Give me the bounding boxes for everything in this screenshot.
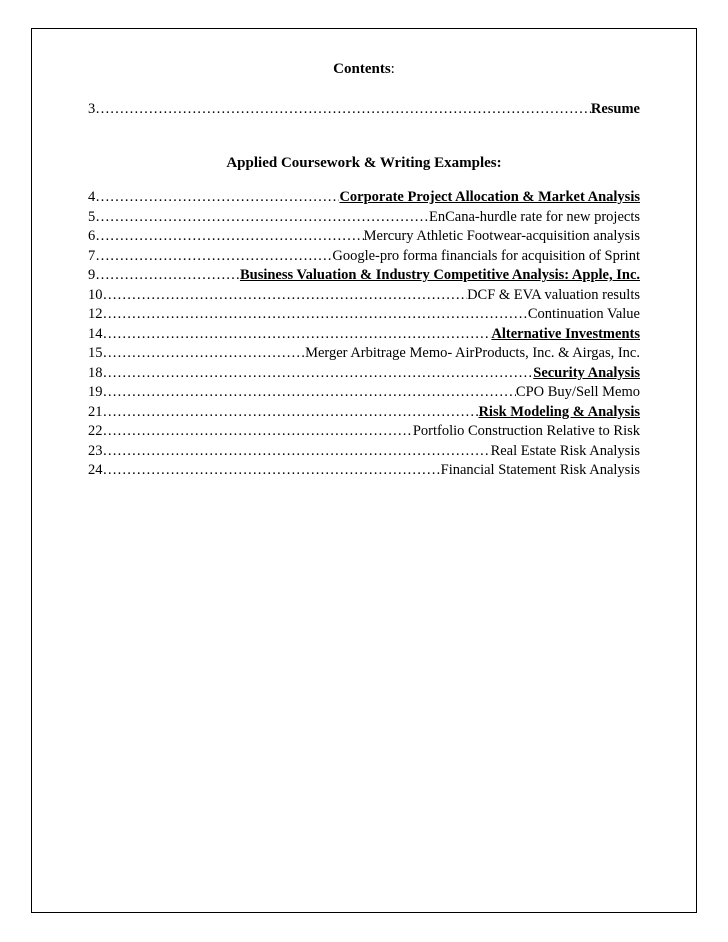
toc-title: Risk Modeling & Analysis xyxy=(478,404,640,420)
toc-page-number: 9 xyxy=(88,267,96,283)
toc-leader-dots xyxy=(103,403,479,422)
toc-page-number: 3 xyxy=(88,101,96,117)
toc-entry[interactable] xyxy=(88,208,640,227)
toc-entry[interactable] xyxy=(88,364,640,383)
toc-title: Corporate Project Allocation & Market Analysis xyxy=(339,189,640,205)
contents-heading xyxy=(0,61,728,78)
toc-title: Financial Statement Risk Analysis xyxy=(440,462,640,478)
toc-title: Real Estate Risk Analysis xyxy=(490,443,640,459)
toc-entry-resume[interactable] xyxy=(88,100,640,119)
toc-entry[interactable] xyxy=(88,286,640,305)
toc-title: Alternative Investments xyxy=(491,326,640,342)
toc-entry[interactable] xyxy=(88,266,640,285)
toc-entry[interactable] xyxy=(88,403,640,422)
toc-page-number: 12 xyxy=(88,306,103,322)
toc-leader-dots xyxy=(103,364,534,383)
toc-leader-dots xyxy=(95,247,332,266)
toc-leader-dots xyxy=(103,344,306,363)
toc-entry[interactable] xyxy=(88,344,640,363)
contents-label: Contents xyxy=(333,61,391,77)
toc-title: Resume xyxy=(590,101,640,117)
toc-page-number: 10 xyxy=(88,287,103,303)
toc-title: EnCana-hurdle rate for new projects xyxy=(429,209,640,225)
toc-entry[interactable] xyxy=(88,188,640,207)
toc-page-number: 18 xyxy=(88,365,103,381)
toc-title: Portfolio Construction Relative to Risk xyxy=(412,423,640,439)
toc-page-number: 15 xyxy=(88,345,103,361)
toc-title: Merger Arbitrage Memo- AirProducts, Inc. & Airgas, Inc. xyxy=(305,345,640,361)
toc-leader-dots xyxy=(103,383,516,402)
toc-title: CPO Buy/Sell Memo xyxy=(515,384,640,400)
toc-entry[interactable] xyxy=(88,422,640,441)
toc-title: Google-pro forma financials for acquisition of Sprint xyxy=(332,248,640,264)
toc-leader-dots xyxy=(95,227,363,246)
toc-page-number: 21 xyxy=(88,404,103,420)
toc-title: Continuation Value xyxy=(527,306,640,322)
toc-title: DCF & EVA valuation results xyxy=(467,287,640,303)
toc-page-number: 19 xyxy=(88,384,103,400)
toc-entry[interactable] xyxy=(88,305,640,324)
toc-page-number: 5 xyxy=(88,209,96,225)
toc-leader-dots xyxy=(95,188,339,207)
toc-entry[interactable] xyxy=(88,461,640,480)
toc-entry[interactable] xyxy=(88,442,640,461)
toc-leader-dots xyxy=(103,305,528,324)
toc-page-number: 6 xyxy=(88,228,96,244)
toc-page-number: 7 xyxy=(88,248,96,264)
toc-leader-dots xyxy=(103,422,413,441)
toc-leader-dots xyxy=(103,442,491,461)
toc-entry[interactable] xyxy=(88,247,640,266)
toc-page-number: 4 xyxy=(88,189,96,205)
toc-title: Security Analysis xyxy=(533,365,640,381)
toc-entry[interactable] xyxy=(88,383,640,402)
toc-page-number: 24 xyxy=(88,462,103,478)
contents-colon: : xyxy=(390,61,395,77)
toc-leader-dots xyxy=(103,325,492,344)
toc-leader-dots xyxy=(95,208,429,227)
toc-leader-dots xyxy=(95,100,591,119)
toc-title: Business Valuation & Industry Competitive Analysis: Apple, Inc. xyxy=(239,267,640,283)
toc-leader-dots xyxy=(103,461,441,480)
toc-page-number: 22 xyxy=(88,423,103,439)
toc-title: Mercury Athletic Footwear-acquisition analysis xyxy=(363,228,640,244)
toc-page-number: 14 xyxy=(88,326,103,342)
toc-leader-dots xyxy=(103,286,468,305)
toc-leader-dots xyxy=(95,266,240,285)
toc-entry[interactable] xyxy=(88,325,640,344)
toc-entry[interactable] xyxy=(88,227,640,246)
toc-page-number: 23 xyxy=(88,443,103,459)
section-heading: Applied Coursework & Writing Examples: xyxy=(226,155,502,171)
